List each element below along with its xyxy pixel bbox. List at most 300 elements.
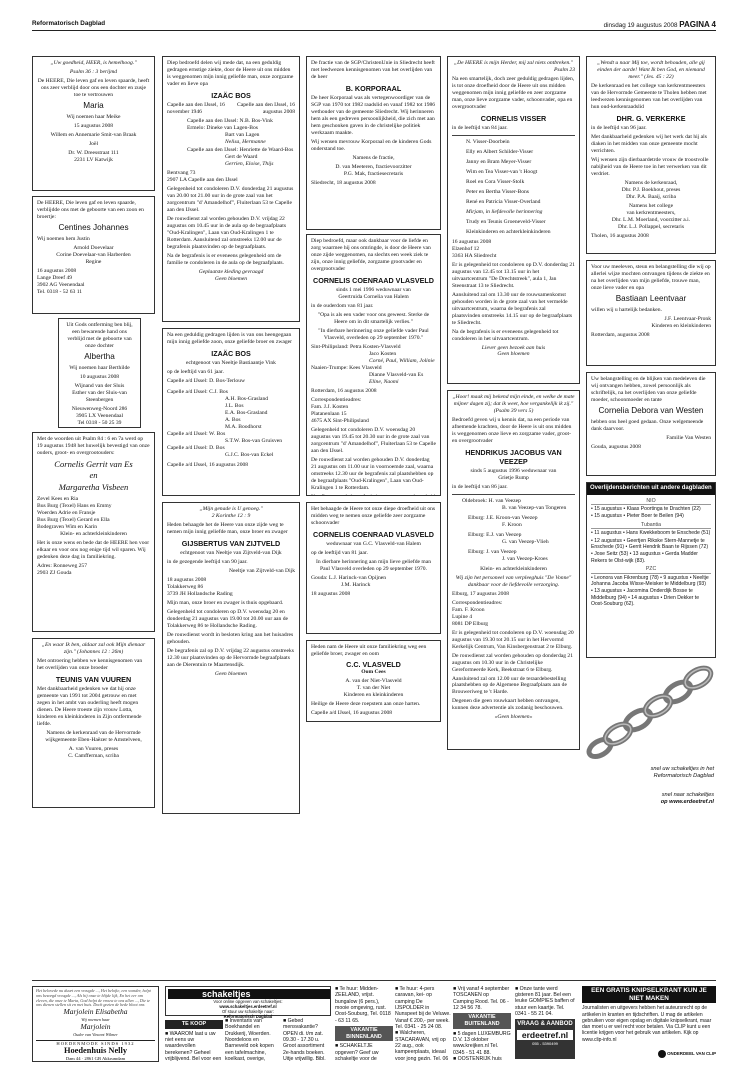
obituary-cc-vlasveld xyxy=(306,640,441,722)
phone: Tel. 0318 - 52 63 11 xyxy=(37,289,83,296)
announcement-text: In dierbare herinnering aan mijn lieve geliefde man Paul Vlasveld overleden op 29 september 1970. xyxy=(315,558,432,572)
verse-ref: Psalm 23 xyxy=(554,66,575,73)
thank-you-cornelia-van-westen xyxy=(586,372,716,476)
paper-name: Reformatorisch Dagblad xyxy=(32,20,106,27)
vraag-aanbod-title: VRAAG & AANBOD xyxy=(517,1021,573,1028)
address: Elzenhof 12 xyxy=(452,245,480,252)
signature: Dhr. L.M. Moerland, voorzitter a.i. xyxy=(611,216,691,223)
announcement-text: Met dankbaarheid gedenken wij het werk dat hij als diaken in het midden van onze gemeente mocht verrichten. xyxy=(591,133,707,154)
parent: Arnold Doevelaar xyxy=(73,245,114,252)
promo-line: snel uw schakeltjes in het xyxy=(650,766,714,772)
family-line: B. van Veezep-van Tongeren xyxy=(502,504,567,511)
correspondence-label: Correspondentieadres: xyxy=(452,599,503,606)
ad-text: Journalisten en uitgevers hebben het auteursrecht op de artikelen in kranten en tijdschriften. U mag de artikelen gebruiken voor eigen opslag en digitale knipselkrant, maar dan moet u er wel recht voor betalen. Via CLIP kunt u een licentie krijgen voor het gebruik van artikelen. Kijk op www.clip-info.nl xyxy=(582,1005,712,1043)
correspondence-address: Fam. F. Kroon xyxy=(452,606,485,613)
ad-badge: ONDERDEEL VAN CLIP xyxy=(667,1051,716,1057)
family-line: M.A. Boodhorst xyxy=(225,423,262,430)
signature: Dhr. P.A. Baaij, scriba xyxy=(626,193,676,200)
family-line: Trudy en Teunis Groeneveld-Visser xyxy=(466,218,546,225)
nickname: Oom Cees xyxy=(361,668,386,675)
funeral-info: De rouwdienst zal worden gehouden op donderdag 21 augustus om 10.30 uur in de Christelijke Gereformeerde Kerk, Beekstraat 6 te Elburg. xyxy=(452,652,574,673)
knipselkrant-ad xyxy=(582,986,716,1062)
death-place-date: Capelle aan den IJssel, 16 augustus 2008 xyxy=(237,101,295,115)
note: Geplaatste kleding gevraagd xyxy=(198,268,264,275)
family-line: Capelle a/d IJssel: D. Bos-Terlouw xyxy=(167,377,246,384)
classified-ad: ■ 5 dagen LUXEMBURG D.V. 13 oktober www.kreijken.nl Tel. 0345 - 51 41 88. xyxy=(453,1030,511,1056)
family-line: Capelle aan den IJssel: Henriette de Waard-Bos xyxy=(187,146,294,153)
region-label: PZC xyxy=(591,566,711,574)
spouse-line: sinds 5 augustus 1996 weduwnaar van xyxy=(470,467,557,474)
address-line: Reformatorisch Dagblad xyxy=(223,1013,273,1019)
deceased-name: HENDRIKUS JACOBUS VAN VEEZEP xyxy=(465,447,562,466)
condolence-info: Gelegenheid tot condoleren D.V. woensdag 20 augustus van 19.45 tot 20.30 uur in de grote zaal van zorgcentrum "d' Amandelhof", Fluiterlaan 53 te Capelle aan den IJssel. xyxy=(311,426,436,454)
condolence-info: Gelegenheid tot condoleren op D.V. woensdag 20 en donderdag 21 augustus van 19.00 tot 20.00 uur aan de Tolakkerweg 86 te Hollandsche Rading. xyxy=(167,608,289,629)
signature: Neeltje van Zijtveld-van Dijk xyxy=(228,567,295,574)
family-line: G. van Veezep-Vlieh xyxy=(502,538,549,545)
family-line: René en Patricia Visser-Overland xyxy=(466,198,541,205)
verse-ref: 2 Korinthe 12 : 9 xyxy=(211,512,251,519)
deceased-name: C.C. VLASVELD xyxy=(346,659,401,669)
family-line: Bus Burg (Texel) Gerard en Ella xyxy=(37,517,110,524)
obituary-g-verkerke xyxy=(586,56,716,254)
date: 18 augustus 2008 xyxy=(167,576,207,583)
child-name: Centines Johannes xyxy=(58,222,129,232)
wedding-anniversary-van-es xyxy=(32,432,155,632)
birth-announcement-maria xyxy=(32,56,155,191)
deceased-name: B. KORPORAAL xyxy=(345,83,402,93)
correspondence-address: Lupine 4 xyxy=(452,613,473,620)
page-label: PAGINA xyxy=(679,20,710,29)
birth-place-date: Capelle aan den IJssel, 16 november 1946 xyxy=(167,101,225,115)
announcement-text: hebben ons heel goed gedaan. Onze welgemeende dank daarvoor. xyxy=(591,419,704,433)
family-line: Woerden Adrie en Fransje xyxy=(37,510,96,517)
nickname-label: Wij noemen haar xyxy=(81,1016,110,1022)
classified-ad: ■ WAAROM laat u uw niet eens uw waardevollen berekenen? Geheel vrijblijvend. Bel voor een xyxy=(165,1030,222,1062)
address: Tolakkerweg 86 xyxy=(167,583,204,590)
region-label: NIO xyxy=(591,498,711,506)
parents: Ouder van Vincent Wilmer xyxy=(73,1032,118,1038)
obituary-line: • Jose Seitz (53) • 13 augustus • Gerda Madder Rekers te Olst-wijk (83). xyxy=(591,551,698,564)
announcement-text: De kerkenraad en het college van kerkrentmeesters van de Hervormde Gemeente te Tholen hebben met leedwezen kennisgenomen van het overlijden van hun oud-kerkenraadslid xyxy=(591,82,707,110)
child-name: Albertha xyxy=(84,351,115,361)
signature: Namens de kerkenraad, xyxy=(624,179,678,186)
postal-code: 2231 LV Katwijk xyxy=(74,157,113,164)
shop-tagline: HOEDENMODE SINDS 1932 xyxy=(36,1040,155,1046)
family-line: Gouda: L.J. Harinck-van Opijnen xyxy=(311,574,387,581)
family-line: Kinderen en kleinkinderen xyxy=(343,691,404,698)
date: Rotterdam, 16 augustus 2008 xyxy=(311,387,377,394)
verse: „En waar Ik ben, aldaar zal ook Mijn dienaar zijn." (Johannes 12 : 26m) xyxy=(41,642,146,655)
obituary-line: • 13 augustus • Jacomina Onderdijk Bosse te Middelburg (94) • 14 augustus • Drien Dekker te Oost-Souburg (62). xyxy=(591,588,700,607)
section-te-koop: TE KOOP xyxy=(165,1020,223,1029)
signature: Dhr. P.J. Boekhout, preses xyxy=(621,186,681,193)
announcement-text: Uit Gods ontferming ben blij, een bewarende hand ons verblijd met de geboorte van onze dochter xyxy=(66,322,133,349)
deceased-name: IZAÄC BOS xyxy=(211,348,251,358)
date: 15 augustus 2008 xyxy=(73,123,114,130)
classified-col-3 xyxy=(283,1018,331,1062)
obituary-cornelis-visser xyxy=(447,56,580,384)
age-line: in de leeftijd van 96 jaar. xyxy=(591,124,647,131)
clip-logo-icon xyxy=(658,1050,666,1058)
child-name: Marjolein Elisabetha xyxy=(63,1007,128,1016)
postal-code: 3363 HA Sliedrecht xyxy=(452,252,497,259)
spouse-line: echtgenoot van Neeltje Bastiaantje Vink xyxy=(186,359,276,366)
announcement-text: Bedroefd geven wij u kennis dat, na een periode van afnemende krachten, door de Heere is uit ons midden is weggenomen onze lieve en zorgzame vader, groot- en overgrootvader xyxy=(452,416,572,444)
verse: „Uw goedheid, HEER, is hemelhoog." xyxy=(50,60,137,66)
address: Adres: Ronneweg 257 xyxy=(37,563,88,570)
obituary-cornelis-coenraad-vlasveld xyxy=(306,234,441,496)
announcement-text: willen wij u hartelijk bedanken. xyxy=(591,307,662,314)
verse: Wij zijn het personeel van verpleeghuis "De Vonne" dankbaar voor de liefdevolle verzorging. xyxy=(455,574,572,588)
age-line: op de leeftijd van 81 jaar. xyxy=(311,549,368,556)
address: Nieuwenweg-Noord 286 xyxy=(71,406,128,413)
funeral-info: De rouwdienst zal worden gehouden D.V. donderdag 21 augustus om 11.00 uur in voornoemde zaal, waarna omstreeks 12.30 uur de begrafenis zal plaatshebben op de begraafplaats "Oud-Kralingen", Laan van Oud-Kralingen 1 te Rotterdam. xyxy=(311,456,434,491)
age-line: in de ouderdom van 81 jaar. xyxy=(311,302,374,309)
obituary-line: • 15 augustus • Pieter Boer te Beilen (94) xyxy=(591,513,684,520)
family-line: Klein- en achterkleinkinderen xyxy=(480,565,547,572)
verse: „Mijn genade is U genoeg." xyxy=(199,506,263,512)
parent: Wijnand van der Sluis xyxy=(74,383,125,390)
deceased-name: DHR. G. VERKERKE xyxy=(616,113,686,123)
date: Gouda, augustus 2008 xyxy=(591,444,641,451)
verse: „Wendt u naar Mij toe, wordt behouden, alle gij einden der aarde! Want Ik ben God, en niemand meer." (Jes. 45 : 22) xyxy=(597,60,705,80)
family-line: Nelisa, Hermanne xyxy=(225,138,266,145)
signature: Familie Van Westen xyxy=(666,435,711,442)
deceased-name: CORNELIS COENRAAD VLASVELD xyxy=(313,529,434,539)
family-line: Jaco Kosten xyxy=(369,350,397,357)
sibling: Regine xyxy=(85,259,102,266)
deceased-name: Bastiaan Leentvaar xyxy=(615,293,687,303)
promo-link[interactable]: op www.erdeetref.nl xyxy=(660,798,714,805)
vraag-aanbod-brand: erdeetref.nl xyxy=(517,1030,573,1041)
classified-col-5 xyxy=(395,986,451,1062)
note: Geen bloemen xyxy=(214,670,248,677)
section-vakantie-binnenland: VAKANTIE BINNENLAND xyxy=(335,1026,393,1041)
obituary-teunis-van-vuuren xyxy=(32,638,155,808)
family-line: J.L. Bos xyxy=(225,402,244,409)
region-label: Tubantia xyxy=(591,522,711,530)
classified-ad: ■ Onze tante werd gisteren 81 jaar. Bel een leuke GOMPIES baffen of stuur een kaartje. Tel. 0341 - 55 21 04. xyxy=(515,986,575,1017)
classified-col-1 xyxy=(165,1018,223,1062)
date: Elburg, 17 augustus 2008 xyxy=(452,590,510,597)
family-line: Bus Burg (Texel) Hans en Emmy xyxy=(37,503,112,510)
signature: D. van Meeteren, fractievoorzitter xyxy=(335,163,412,170)
family-line: J. van Veezep-Kroes xyxy=(502,555,548,562)
family-line: Zevel Kees en Ria xyxy=(37,496,79,503)
issue-date: dinsdag 19 augustus 2008 xyxy=(603,22,678,29)
family-line: Ermelo: Dineke van Lagen-Bos xyxy=(187,124,258,131)
funeral-info: Aansluitend zal om 12.00 uur de teraardebestelling plaatshebben op de Algemene Begraafplaats aan de Brouweriweg te 't Harde. xyxy=(452,675,567,696)
verse: "Opa is als een vader voor ons geweest. Sterke de Heere om in dit smartelijk verlies." xyxy=(317,311,430,325)
announcement-text: Met dankbaarheid gedenken we dat hij onze gemeente van 1991 tot 2004 getrouw en met zegen in het ambt van ouderling heeft mogen dienen. De Heere troeste zijn vrouw Lotta, kinderen en kleinkinderen in Zijn ontfermende liefde. xyxy=(37,685,142,727)
spouse-line: sinds 1 mei 1996 weduwnaar van xyxy=(336,286,411,293)
note: Geen bloemen xyxy=(214,275,248,282)
age-line: in de leeftijd van 84 jaar. xyxy=(452,124,508,131)
obituary-line: • 11 augustus • Hans Kwekkeboom te Enschede (51) xyxy=(591,530,711,537)
correspondence-address: Fam. J.J. Kosten xyxy=(311,403,349,410)
classified-ad: ■ Vrij vanaf 4 september TOSCANEN op Camping Rood. Tel. 06 - 12 34 56 78. xyxy=(453,986,510,1012)
phone: Tel 0318 - 50 25 39 xyxy=(77,420,122,427)
parent: Esther van der Sluis-van Steenbergen xyxy=(72,390,127,404)
classified-ad: ■ Inventaris van Boekhandel en Drukkerij, Woerden. Noordeloos en Barneveld ook kopen een tafelmachine, koelkast, overige, xyxy=(225,1018,274,1062)
family-line: Peter en Bertha Visser-Bons xyxy=(466,188,529,195)
family-line: Sint-Philipsland: Petra Kosten-Vlasveld xyxy=(311,343,401,350)
family-line: Elburg: E.J. van Veezep xyxy=(468,531,522,538)
date: Capelle a/d IJssel, 16 augustus 2008 xyxy=(311,709,393,716)
correspondence-address: Platanenlaan 15 xyxy=(311,410,347,417)
announcement-text: Met de woorden uit Psalm 84 : 6 en 7a werd op 19 augustus 1948 het huwelijk bevestigd van onze ouders, groot- en overgrootouders: xyxy=(37,436,150,456)
note: Liever geen bezoek aan huis xyxy=(481,344,546,351)
family-line: Elburg: J. van Veezep xyxy=(468,548,517,555)
family-line: Eline, Naomi xyxy=(369,378,399,385)
family-line: F. Kroon xyxy=(502,521,522,528)
family-line: Dianne Vlasveld-van Es xyxy=(369,371,424,378)
family-line: Naaien-Trumpe: Kees Vlasveld xyxy=(311,364,382,371)
classified-col-4 xyxy=(335,986,393,1062)
schakeltjes-header xyxy=(165,986,331,1019)
section-vakantie-buitenland: VAKANTIE BUITENLAND xyxy=(453,1013,511,1028)
announcement-text: Mijn man, onze broer en zwager is thuis opgebaard. xyxy=(167,599,284,606)
verse: „De HEERE is mijn Herder, mij zal niets ontbreken." xyxy=(453,60,574,66)
family-line: Elburg: J.E. Kroon-van Veezep xyxy=(468,514,538,521)
schakeltjes-promo[interactable] xyxy=(586,664,716,814)
classified-col-2 xyxy=(225,1018,281,1062)
family-line: A.H. Bos-Grasland xyxy=(225,395,269,402)
obituary-line: • Leonora van Fikrenburg (78) • 9 augustus • Neeltje Johanna Jacoba Wisse-Meisker te Middelburg (93) xyxy=(591,574,709,587)
announcement-text: De heer Korporaal was als vertegenwoordiger van de SGP van 1970 tot 1982 raadslid en vanaf 1982 tot 1986 wethouder van de gemeente Sliedrecht. Wij herinneren hem als een gedreven persoonlijkheid, die zich met aan hem geschonken gaven in de christelijke politiek werkzaam maakte. xyxy=(311,94,436,136)
condolence-info: Er is gelegenheid tot condoleren op D.V. woensdag 20 augustus van 19.30 tot 20.15 uur in het Hervormd Kerkelijk Centrum, Van Kinsbergenstraat 2 te Elburg. xyxy=(452,629,574,650)
obituary-hendrikus-van-veezep xyxy=(447,390,580,750)
condolence-info: Er is gelegenheid tot condoleren op D.V. donderdag 21 augustus van 12.45 tot 13.15 uur in het uitvaartcentrum "De Drechtstreek", aula 1, Jan Steenstraat 13 te Sliedrecht. xyxy=(452,261,575,289)
postal-code: 2907 LA Capelle aan den IJssel xyxy=(167,176,238,183)
postal-code: 2903 ZJ Gouda xyxy=(37,570,72,576)
classified-ad: ■ OOSTENRIJK huis xyxy=(453,1055,502,1062)
family-line: A. Bos xyxy=(225,416,241,423)
family-line: Wim en Tea Visser-van 't Hoogt xyxy=(466,168,538,175)
condolence-info: Na de begrafenis is er eveneens gelegenheid om de familie te condoleren in de aula op de begraafplaats. xyxy=(167,252,284,266)
announcement-text: Degenen die geen rouwkaart hebben ontvangen, kunnen deze advertentie als zodanig beschouwen. xyxy=(452,698,564,712)
obituary-gijsbertus-van-zijtveld xyxy=(162,502,300,814)
deceased-name: IZAÄC BOS xyxy=(211,90,251,100)
family-line: T. van der Niet xyxy=(356,684,391,691)
verse-ref: Psalm 36 : 3 berijmd xyxy=(69,68,118,75)
poem: Het belovede nu duurt een vreugde ..., Het belofte, een wonder, helpt ons bezorgd vreugde ..., Als hij onze te blijde lijk, En het eer om eleven, die onze te Marta, God helpt de vrouw te ons allen ..., Die te ons dienen stellen sit en met huis. Doch gezien de bede bloot ons xyxy=(36,989,151,1007)
funeral-info: De rouwdienst wordt in besloten kring aan het huisadres gehouden. xyxy=(167,631,294,645)
family-line: Capelle a/d IJssel: C.J. Bos xyxy=(167,388,228,395)
advert-phone: 055 - 5390499 xyxy=(532,1041,558,1047)
classified-ad: ■ Gebed mensvakantie? OPEN di. t/m zat. 09.30 - 17.30 u. Groot assortiment 2e-hands boeken. Uitje vrijwillig. Bibl. xyxy=(283,1018,326,1062)
spouse-line: Grietje Rump xyxy=(498,474,529,481)
verse: „Hoor! maak mij bekend mijn einde, en welke de mate mijner dagen zij; dat ik weet, hoe vergankelijk ik zij." (Psalm 39 vers 5) xyxy=(452,394,575,414)
postal-code: 3905 LX Veenendaal xyxy=(75,413,124,420)
classified-ad: ■ SCHAKELTJE opgeven? Geef uw schakeltje voor de xyxy=(335,1043,379,1062)
announcement-text: Diep bedroefd, maar ook dankbaar voor de liefde en zorg waarmee hij ons omringde, is door de Heere van onze zijde weggenomen, na slechts een week ziek te zijn, onze innig geliefde, zorgzame grootvader en overgrootvader xyxy=(311,238,431,272)
age-line: in de gezegende leeftijd van 90 jaar. xyxy=(167,558,248,565)
obituary-line: • 12 augustus • Geertjen Rikske Stern-Mannetje te Enschede (91) • Gerrit Hendrik Baan te Rijssen (72) xyxy=(591,537,709,550)
promo-line: Reformatorisch Dagblad xyxy=(653,772,714,779)
schakeltjes-url[interactable]: www.schakeltjes.erdeetref.nl xyxy=(219,1003,277,1009)
birth-announcement-centines xyxy=(32,196,155,314)
family-line: Bart van Lagen xyxy=(225,131,260,138)
announcement-text: Na een smartelijk, doch zeer geduldig gedragen lijden, is tot onze droefheid door de Heere uit ons midden weggenomen mijn innig geliefde en zeer zorgzame man, onze lieve zorgzame vader, schoonvader, opa en overgrootvader xyxy=(452,75,575,110)
condolence-info: Na de begrafenis is er eveneens gelegenheid tot condoleren in het uitvaartcentrum. xyxy=(452,328,559,342)
chain-icon xyxy=(586,664,716,764)
age-line: op de leeftijd van 61 jaar. xyxy=(167,368,224,375)
spouse-line: echtgenoot van Neeltje van Zijtveld-van Dijk xyxy=(180,549,282,556)
announcement-text: De HEERE, Die leven gaf en leven spaarde, heeft ons zeer verblijd door ons een dochter en zusje toe te vertrouwen xyxy=(37,77,150,98)
instruction: Voor online opgeven van schakeltjes: xyxy=(213,999,283,1004)
page-header xyxy=(32,20,716,31)
husband-name: Cornelis Gerrit van Es xyxy=(54,458,133,469)
deceased-name: CORNELIS COENRAAD VLASVELD xyxy=(313,275,434,285)
signature: J.F. Leentvaar-Pronk xyxy=(664,316,711,323)
panel-title: Overlijdensberichten uit andere dagbladen xyxy=(587,483,715,495)
date: Rotterdam, augustus 2008 xyxy=(591,332,650,339)
page-number: 4 xyxy=(711,20,716,29)
family-line: A. van der Niet-Vlasveld xyxy=(345,677,402,684)
announcement-text: De HEERE, Die leven gaf en leven spaarde, verblijdde ons met de geboorte van een zoon en broertje: xyxy=(37,200,144,220)
signature: Namens de kerkenraad van de Hervormde wijkgemeente Eben-Haëzer te Amstelveen, xyxy=(45,729,142,743)
announcement-text: Uw belangstelling en de blijken van medeleven die wij ontvangen hebben, zowel persoonlijk als schriftelijk, na het overlijden van onze geliefde moeder, schoonmoeder en tante xyxy=(591,376,706,403)
date: Capelle a/d IJssel, 16 augustus 2008 xyxy=(167,461,249,468)
family-line: Mirjam, in liefdevolle herinnering xyxy=(466,208,543,215)
note: Geen bloemen xyxy=(497,351,530,358)
spouse-line: weduwnaar van G.C. Vlasveld-van Halem xyxy=(326,540,421,547)
nickname: Wij noemen haar Berthilde xyxy=(69,365,130,372)
deceased-name: TEUNIS VAN VUUREN xyxy=(55,674,132,684)
nickname: Wij noemen hem Justin xyxy=(37,236,90,243)
family-line: Roel en Cora Visser-Stolk xyxy=(466,178,525,185)
signature: C. Camfferman, scriba xyxy=(68,752,119,759)
family-line: N. Visser-Doorbein xyxy=(466,138,510,145)
instruction: Of stuur uw schakeltje naar: xyxy=(222,1008,274,1014)
funeral-info: Aansluitend zal om 13.30 uur de rouwsamenkomst gehouden worden in de grote zaal van het vermelde uitvaartcentrum, waarna de begrafenis zal plaatsvinden omstreeks 14.15 uur op de begraafplaats te Sliedrecht. xyxy=(452,291,573,326)
correspondence-address: 4675 AX Sint-Philipsland xyxy=(311,417,369,424)
vraag-aanbod-ad[interactable] xyxy=(515,986,575,1062)
obituary-izaac-bos xyxy=(162,56,300,322)
date: 18 augustus 2008 xyxy=(311,590,351,597)
obituary-izaac-bos-family xyxy=(162,328,300,496)
age-line: in de leeftijd van 86 jaar. xyxy=(452,483,508,490)
condolence-info: Gelegenheid tot condoleren D.V. donderdag 21 augustus van 20.00 tot 21.00 uur in de grote zaal van het zorgcentrum "d' Amandelhof", Fluiterlaan 53 te Capelle aan den IJssel. xyxy=(167,185,294,213)
postal-code: 3739 JH Hollandsche Rading xyxy=(167,590,233,597)
signature: van kerkrentmeesters, xyxy=(626,209,676,216)
address: Bentvang 73 xyxy=(167,169,196,176)
sibling: Joël xyxy=(88,141,98,148)
classified-ad: ■ Te huur: Midden-ZEELAND, vrijst. bungalow (6 pers.), mooie omgeving, rust. Oost-Souburg, Tel. 0118 - 63 11 65. xyxy=(335,986,391,1024)
announcement-text: Heden nam de Heere uit onze familiekring weg een geliefde broer, zwager en oom xyxy=(311,644,427,657)
funeral-info: De rouwdienst zal worden gehouden D.V. vrijdag 22 augustus om 10.45 uur in de aula op de begraafplaats "Oud-Kralingen", Laan van Oud-Kralingen 1 te Rotterdam. Aansluitend zal omstreeks 12.00 uur de begrafenis plaatsvinden op de begraafplaats. xyxy=(167,215,286,250)
signature: Kinderen en kleinkinderen xyxy=(651,323,711,330)
deceased-name: CORNELIS VISSER xyxy=(480,113,547,123)
shop-address: Dam 44 · 2861 GB Akkrumdam xyxy=(65,1055,126,1061)
announcement-text: Heilige de Heere deze roepstem aan onze harten. xyxy=(311,700,421,707)
family-line: Capelle a/d IJssel: W. Bos xyxy=(167,430,226,437)
family-line: J.M. Harinck xyxy=(341,581,371,588)
birth-card-marjolein xyxy=(32,986,159,1062)
family-line: Gert de Waard xyxy=(225,153,258,160)
classified-col-6 xyxy=(453,986,511,1062)
date: Tholen, 16 augustus 2008 xyxy=(591,232,649,239)
family-line: Oldebroek: H. van Veezep xyxy=(462,497,521,504)
announcement-text: Met ontroering hebben we kennisgenomen van het overlijden van onze broeder xyxy=(37,657,143,671)
obituary-line: • 15 augustus • Klaas Poortinga te Drachten (22) xyxy=(591,506,701,512)
ad-title: EEN GRATIS KNIPSELKRANT KUN JE NIET MAKEN xyxy=(582,986,716,1003)
family-line: Capelle aan den IJssel: N.B. Bos-Vink xyxy=(187,117,273,124)
family-line: Gerrien, Eloise, Thijs xyxy=(225,160,274,167)
correspondence-address: 8081 DP Elburg xyxy=(452,620,489,627)
address: Lange Dreef 49 xyxy=(37,275,73,282)
announcement-text: Het is onze wens en bede dat de HEERE hen voor elkaar en voor ons nog enige tijd wil sparen. Wij gedenken deze dag in familiekring. xyxy=(37,540,150,561)
announcement-text: Het behaagde de Heere tot onze diepe droefheid uit ons midden weg te nemen onze geliefde zeer zorgzame schoonvader xyxy=(311,506,436,526)
signature: P.G. Mak, fractiesecretaris xyxy=(343,170,404,177)
parents: Willem en Annemarie Smit-van Braak xyxy=(50,132,137,139)
obituary-b-korporaal xyxy=(306,56,441,230)
page-info xyxy=(604,20,716,30)
nickname: Wij noemen haar Meike xyxy=(66,114,121,121)
deceased-name: Cornelia Debora van Westen xyxy=(598,405,704,415)
announcement-text: Heden behaagde het de Heere van onze zijde weg te nemen mijn innig geliefde man, onze broer en zwager xyxy=(167,521,288,535)
schakeltjes-logo: schakeltjes xyxy=(168,989,330,999)
family-line: G.J.C. Bos-van Eckel xyxy=(225,451,274,458)
date: 10 augustus 2008 xyxy=(79,374,120,381)
family-line: Elly en Albert Schilder-Visser xyxy=(466,148,534,155)
parent: Corine Doevelaar-van Harberden xyxy=(56,252,131,259)
date: Sliedrecht, 18 augustus 2008 xyxy=(311,179,376,186)
correspondence-label: Correspondentieadres: xyxy=(311,396,362,403)
classifieds-area xyxy=(32,986,716,1062)
thank-you-bastiaan-leentvaar xyxy=(586,260,716,366)
postal-code: 3902 AG Veenendaal xyxy=(37,282,85,289)
birth-announcement-albertha xyxy=(58,318,141,428)
address: Dr. W. Dreesstraat 111 xyxy=(68,150,119,157)
promo-line: snel naar schakeltjes xyxy=(661,791,714,798)
signature: Dhr. L.J. Pollappel, secretaris xyxy=(617,223,685,230)
family-line: Bodegraven Wim en Karin xyxy=(37,524,98,531)
family-line: Kleinkinderen en achterkleinkinderen xyxy=(466,228,551,235)
date: 16 augustus 2008 xyxy=(452,238,492,245)
classified-ad: ■ Walcheren, STACARAVAN, vrij op 22 aug., ook kampeerplaats, ideaal voor jong gezin. Tel. 06 xyxy=(395,1030,449,1062)
announcement-text: Voor uw meeleven, steun en belangstelling die wij op allerlei wijze mochten ontvangen tijdens de ziekte en na het overlijden van mijn geliefde, trouwe man, onze lieve vader en opa xyxy=(591,264,711,291)
announcement-text: Na een geduldig gedragen lijden is van ons heengegaan mijn innig geliefde zoon, onze geliefde broer en zwager xyxy=(167,332,293,345)
announcement-text: Wij wensen zijn dierbaardetrde vrouw de troostvolle nabijheid van de Heere toe in het verwerken van dit verdriet. xyxy=(591,156,709,177)
other-obituaries-panel xyxy=(586,482,716,658)
signature: A. van Vuuren, preses xyxy=(68,745,119,752)
announcement-text: Diep bedroefd delen wij mede dat, na een geduldig gedragen ernstige ziekte, door de Heere uit ons midden is weggenomen mijn innig geliefde man, onze zorgzame vader en lieve opa xyxy=(167,60,294,87)
wife-name: Margaretha Visbeen xyxy=(58,482,129,493)
conjunction: en xyxy=(89,469,98,480)
obituary-vlasveld-schoonvader xyxy=(306,502,441,634)
family-line: Capelle a/d IJssel: D. Bos xyxy=(167,444,225,451)
family-line: E.A. Bos-Grasland xyxy=(225,409,268,416)
family-line: Klein- en achterkleinkinderen xyxy=(60,531,127,538)
date: 16 augustus 2008 xyxy=(37,268,77,275)
family-line: S.T.W. Bos-van Gruisven xyxy=(225,437,283,444)
deceased-name: GIJSBERTUS VAN ZIJTVELD xyxy=(181,538,281,548)
announcement-text: Wij wensen mevrouw Korporaal en de kinderen Gods onderstand toe. xyxy=(311,138,432,152)
spouse-line: Geertruida Cornelia van Halem xyxy=(338,293,409,300)
shop-name: Hoedenhuis Nelly xyxy=(63,1046,128,1056)
child-name: Maria xyxy=(83,100,104,110)
note: «Geen bloemen» xyxy=(494,714,533,721)
family-line: Janny en Bram Meyer-Visser xyxy=(466,158,532,165)
verse: "In dierbare herinnering onze geliefde vader Paul Vlasveld, overleden op 29 september 1970." xyxy=(318,327,429,341)
family-line: Corné, Paul, William, Jolinie xyxy=(369,357,435,364)
condolence-info xyxy=(311,494,436,497)
funeral-info: De begrafenis zal op D.V. vrijdag 22 augustus omstreeks 12.30 uur plaatsvinden op de Hervormde begraafplaats aan de Dierentuin te Maartensdijk. xyxy=(167,647,294,668)
nickname: Marjolein xyxy=(80,1022,111,1032)
signature: Namens het college xyxy=(628,202,674,209)
